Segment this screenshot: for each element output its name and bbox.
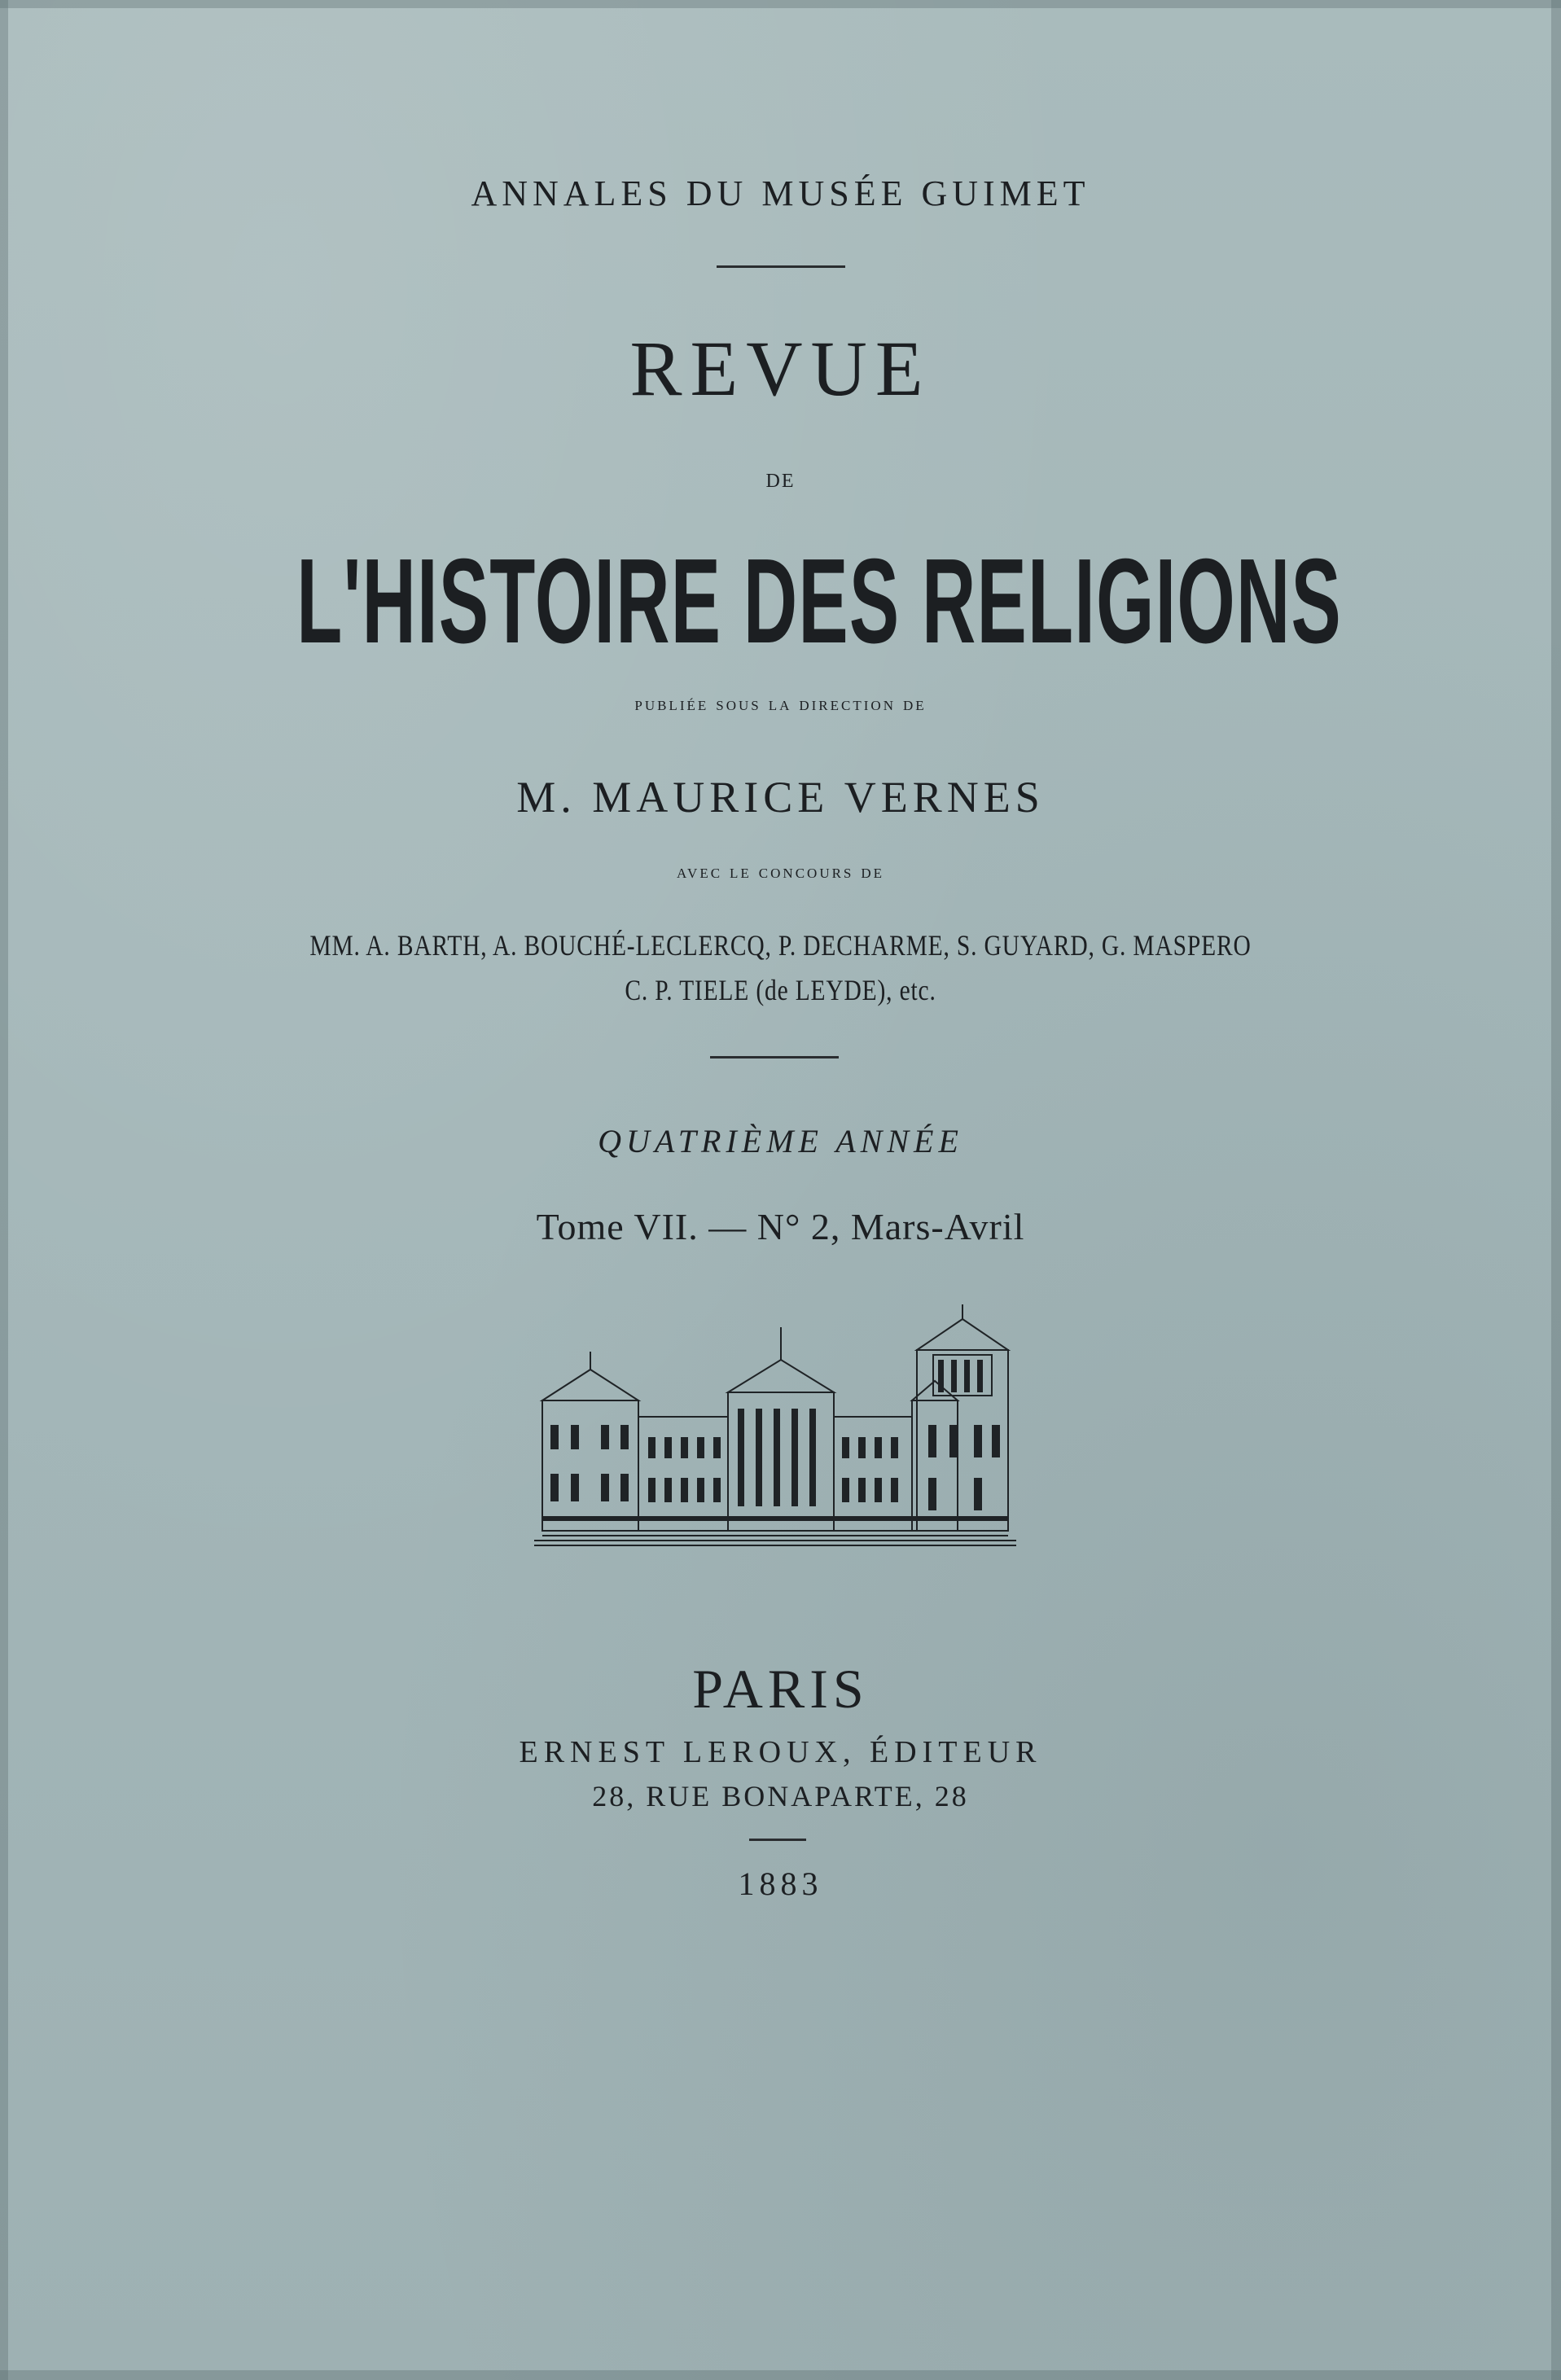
series-title: ANNALES DU MUSÉE GUIMET	[471, 173, 1090, 213]
main-title: L'HISTOIRE DES RELIGIONS	[296, 534, 1342, 668]
with-help-label: avec le concours de	[676, 861, 885, 883]
museum-building-engraving	[534, 1303, 1016, 1551]
title-de: DE	[765, 471, 796, 492]
cover-edge-top	[0, 0, 1561, 8]
issue-label: Tome VII. — N° 2, Mars-Avril	[536, 1206, 1025, 1247]
title-revue: REVUE	[629, 325, 932, 412]
divider-top	[717, 265, 845, 268]
contributors-line-2: C. P. TIELE (de LEYDE), etc.	[625, 974, 936, 1006]
contributors-line-1: MM. A. BARTH, A. BOUCHÉ-LECLERCQ, P. DECHARME, S. GUYARD, G. MASPERO	[309, 929, 1252, 962]
divider-middle	[710, 1056, 839, 1059]
publication-city: PARIS	[692, 1658, 869, 1720]
publisher-name: ERNEST LEROUX, ÉDITEUR	[519, 1735, 1042, 1769]
publication-year: 1883	[738, 1865, 823, 1902]
year-label: QUATRIÈME ANNÉE	[598, 1123, 963, 1159]
cover-edge-bottom	[0, 2370, 1561, 2380]
divider-bottom	[749, 1839, 806, 1841]
publisher-address: 28, RUE BONAPARTE, 28	[592, 1780, 969, 1812]
director-name: M. MAURICE VERNES	[516, 773, 1045, 822]
published-under-label: publiée sous la direction de	[634, 694, 927, 715]
